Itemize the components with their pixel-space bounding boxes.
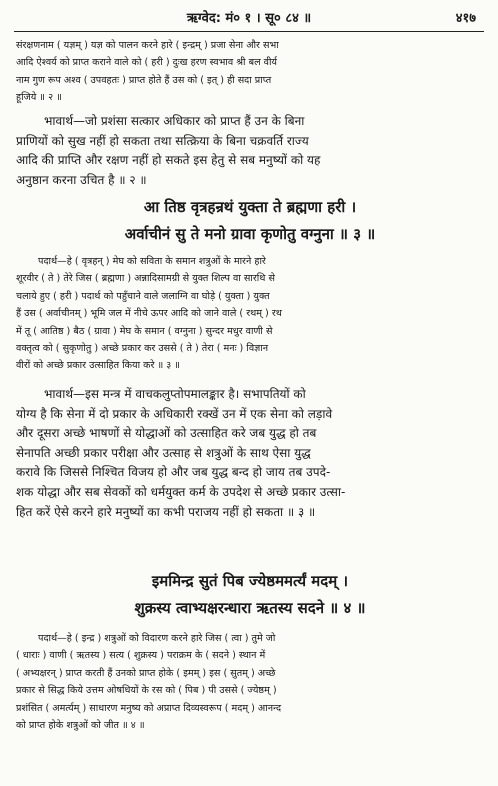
text-line: आदि ऐश्वर्य को प्राप्त कराने वाले को ( हरी ) दुःख हरण स्वभाव श्री बल वीर्य xyxy=(16,57,278,69)
padartha-continuation xyxy=(16,37,484,107)
padartha-4 xyxy=(16,630,484,734)
text-line: पदार्थ—हे ( इन्द्र ) शत्रुओं को विदारण करने हारे जिस ( त्वा ) तुमे जो xyxy=(38,633,276,644)
text-line: ( अभ्यक्षरन् ) प्राप्त करती हैं उनको प्राप्त होके ( इमम् ) इस ( सुतम् ) अच्छे xyxy=(16,667,276,679)
text-line: अनुष्ठान करना उचित है ॥ २ ॥ xyxy=(16,172,147,187)
text-line: चलाये हुए ( हरी ) पदार्थ को पहुँचाने वाले जलाग्नि वा घोड़े ( युक्ता ) युक्त xyxy=(16,290,270,302)
text-line: और दूसरा अच्छे भाषणों से योद्धाओं को उत्साहित करे जब युद्ध हो तब xyxy=(16,426,317,441)
text-line: को प्राप्त होके शत्रुओं को जीत ॥ ४ ॥ xyxy=(16,720,145,732)
text-line: वक्तृत्व को ( सुकृणोतु ) अच्छे प्रकार कर उससे ( ते ) तेरा ( मनः ) विज्ञान xyxy=(16,343,269,355)
running-title: ऋग्वेद: मं० १ । सू० ८४ ॥ xyxy=(186,11,312,26)
text-line: हूजिये ॥ २ ॥ xyxy=(16,92,62,104)
mantra-4 xyxy=(16,568,484,622)
mantra-3 xyxy=(16,194,484,248)
text-line: हैं उस ( अर्वाचीनम् ) भूमि जल में नीचे ऊपर आदि को जाने वाले ( रथम् ) रथ xyxy=(16,308,282,320)
text-line: प्रकार से सिद्ध किये उत्तम ओषधियों के रस को ( पिब ) पी उससे ( ज्येष्ठम् ) xyxy=(16,685,277,697)
text-line: प्राणियों को सुख नहीं हो सकता तथा सत्क्रिया के बिना चक्रवर्ति राज्य xyxy=(16,133,309,148)
verse-line: अर्वाचीनं सु ते मनो ग्रावा कृणोतु वग्नुना ॥ ३ ॥ xyxy=(124,225,376,243)
text-line: करावे कि जिससे निश्चित विजय हो और जब युद्ध बन्द हो जाय तब उपदे- xyxy=(16,465,331,480)
text-line: योग्य है कि सेना में दो प्रकार के अधिकारी रक्खें उन में एक सेना को लड़ावे xyxy=(16,406,333,421)
text-line: भावार्थ—इस मन्त्र में वाचकलुप्तोपमालङ्कार है। सभापतियों को xyxy=(44,387,306,401)
text-line: ( धाराः ) वाणी ( ऋतस्य ) सत्य ( शुक्रस्य ) पराक्रम के ( सदने ) स्थान में xyxy=(16,650,266,662)
text-line: हित करें ऐसे करने हारे मनुष्यों का कभी पराजय नहीं हो सकता ॥ ३ ॥ xyxy=(16,504,316,519)
page-number: ४१७ xyxy=(455,11,476,26)
bhavartha-2 xyxy=(16,112,484,190)
text-line: वीरों को अच्छे प्रकार उत्साहित किया करे ॥ ३ ॥ xyxy=(16,360,181,372)
text-line: सेनापति अच्छी प्रकार परीक्षा और उत्साह से शत्रुओं के साथ ऐसा युद्ध xyxy=(16,445,311,460)
text-line: शूरवीर ( ते ) तेरे जिस ( ब्रह्मणा ) अन्नादिसामग्री से युक्त शिल्प वा सारथि से xyxy=(16,273,275,285)
verse-line: शुक्रस्य त्वाभ्यक्षरन्धारा ऋतस्य सदने ॥ ४ ॥ xyxy=(134,599,366,617)
header-rule xyxy=(14,31,484,32)
text-line: प्रशंसित ( अमर्त्यम् ) साधारण मनुष्य को अप्राप्त दिव्यस्वरूप ( मदम् ) आनन्द xyxy=(16,702,282,714)
text-line: शक योद्धा और सब सेवकों को धर्मयुक्त कर्म के उपदेश से अच्छे प्रकार उत्सा- xyxy=(16,484,346,499)
padartha-3 xyxy=(16,253,484,375)
text-line: में तू ( आतिष्ठ ) बैठ ( ग्रावा ) मेघ के समान ( वग्नुना ) सुन्दर मधुर वाणी से xyxy=(16,325,273,337)
page-header xyxy=(0,8,498,28)
text-line: आदि की प्राप्ति और रक्षण नहीं हो सकते इस हेतु से सब मनुष्यों को यह xyxy=(16,153,321,168)
bhavartha-3 xyxy=(16,385,484,522)
text-line: भावार्थ—जो प्रशंसा सत्कार अधिकार को प्राप्त हैं उन के बिना xyxy=(44,114,305,128)
verse-line: आ तिष्ठ वृत्रहन्रथं युक्ता ते ब्रह्मणा हरी । xyxy=(143,198,357,216)
text-line: संरक्षणनाम ( यज्ञम् ) यज्ञ को पालन करने हारे ( इन्द्रम् ) प्रजा सेना और सभा xyxy=(16,40,279,51)
text-line: पदार्थ—हे ( वृत्रहन् ) मेघ को सविता के समान शत्रुओं के मारने हारे xyxy=(38,256,266,267)
text-line: नाम गुण रूप अश्व ( उपवहतः ) प्राप्त होते हैं उस को ( इत् ) ही सदा प्राप्त xyxy=(16,74,272,86)
verse-line: इममिन्द्र सुतं पिब ज्येष्ठममर्त्यं मदम् । xyxy=(151,572,349,590)
